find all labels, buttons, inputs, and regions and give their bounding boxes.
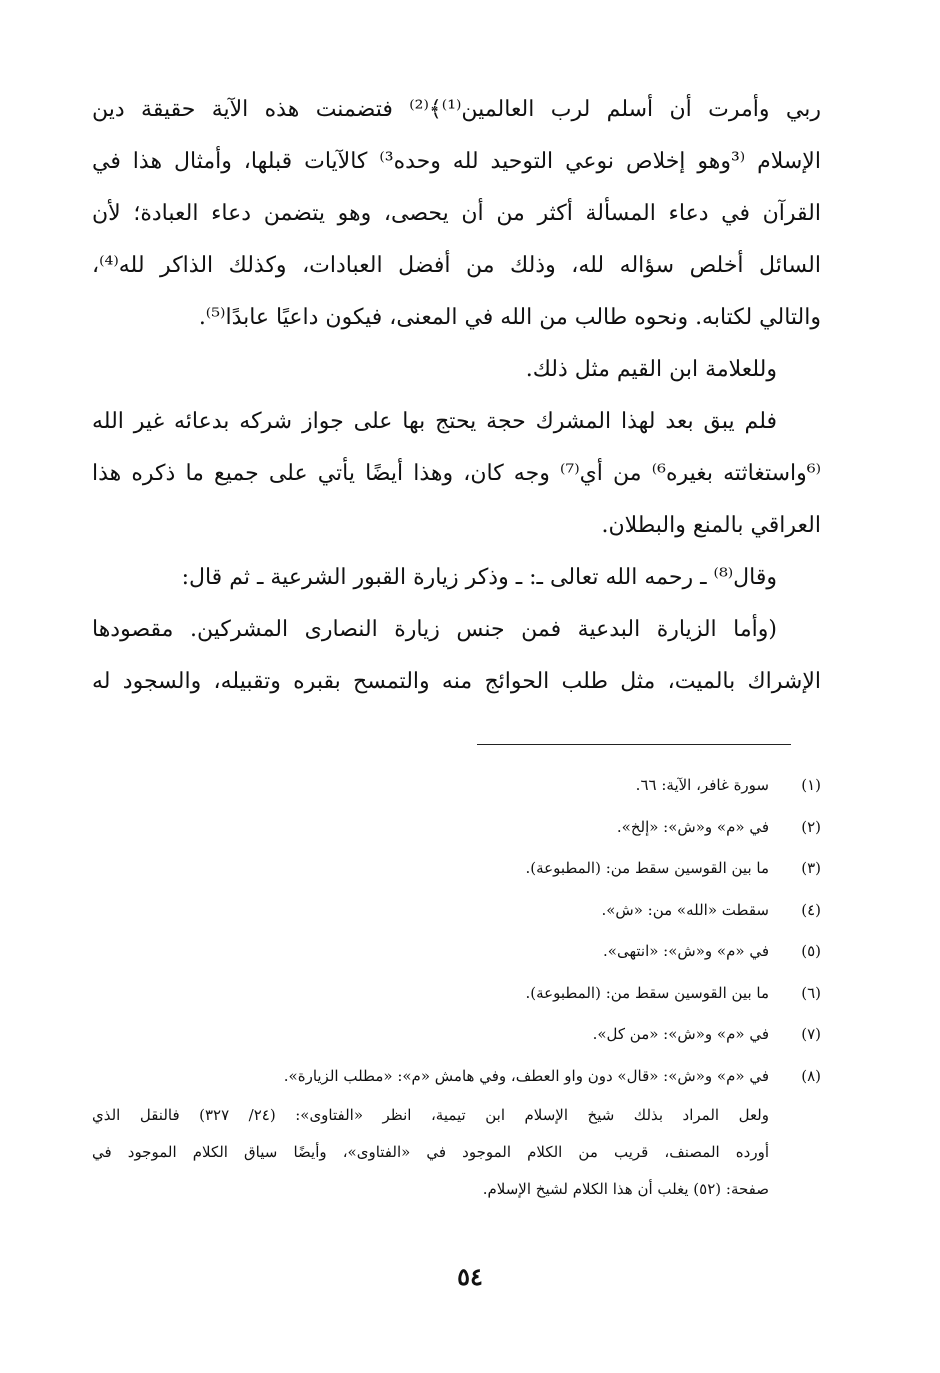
footnote-continuation-line: أورده المصنف، قريب من الكلام الموجود في «الفتاوى»، وأيضًا سياق الكلام الموجود في [92, 1143, 769, 1161]
page-number: ٥٤ [457, 1262, 483, 1291]
footnote [92, 848, 821, 890]
body-line: وقال⁽⁸⁾ ـ رحمه الله تعالى ـ: ـ وذكر زيارة القبور الشرعية ـ ثم قال: [181, 565, 777, 590]
footnote-text: سقطت «الله» من: «ش». [601, 900, 769, 919]
footnote [92, 890, 821, 932]
footnote-number: (٣) [801, 859, 821, 877]
footnotes [92, 765, 821, 1208]
footnote-continuation-line: صفحة: (٥٢) يغلب أن هذا الكلام لشيخ الإسلام. [482, 1180, 769, 1198]
footnote [92, 973, 821, 1015]
footnote-text: ما بين القوسين سقط من: (المطبوعة). [525, 859, 769, 877]
footnote-continuation-line: ولعل المراد بذلك شيخ الإسلام ابن تيمية، انظر «الفتاوى»: (٢٤/ ٣٢٧) فالنقل الذي [92, 1106, 770, 1124]
footnote-number: (١) [801, 776, 821, 794]
footnote [92, 931, 821, 973]
footnote-number: (٥) [801, 942, 821, 960]
footnote-number: (٧) [801, 1025, 821, 1043]
footnote [92, 765, 821, 807]
main-text [92, 84, 821, 708]
footnote-text: في «م» و«ش»: «انتهى». [603, 942, 769, 960]
footnote-text: في «م» و«ش»: «من كل». [592, 1025, 769, 1043]
body-line: الإشراك بالميت، مثل طلب الحوائج منه والتمسح بقبره وتقبيله، والسجود له [92, 669, 821, 694]
footnote-text: في «م» و«ش»: «إلخ». [616, 817, 769, 836]
footnote-number: (٤) [801, 900, 821, 919]
footnote-text: سورة غافر، الآية: ٦٦. [635, 776, 769, 794]
body-line: القرآن في دعاء المسألة أكثر من أن يحصى، وهو يتضمن دعاء العبادة؛ لأن [92, 201, 821, 226]
footnote-text: في «م» و«ش»: «قال» دون واو العطف، وفي هامش «م»: «مطلب الزيارة». [283, 1066, 769, 1085]
body-line: فلم يبق بعد لهذا المشرك حجة يحتج بها على جواز شركه بدعائه غير الله [92, 409, 777, 434]
footnote [92, 1056, 821, 1098]
footnote-separator [477, 744, 791, 745]
body-line: وللعلامة ابن القيم مثل ذلك. [525, 357, 777, 382]
body-line: والتالي لكتابه. ونحوه طالب من الله في المعنى، فيكون داعيًا عابدًا⁽⁵⁾. [198, 305, 821, 330]
footnote [92, 1014, 821, 1056]
body-line: الإسلام ⁽³وهو إخلاص نوعي التوحيد لله وحده³⁾ كالآيات قبلها، وأمثال هذا في [92, 149, 821, 174]
footnote-number: (٦) [801, 983, 821, 1002]
footnote-text: ما بين القوسين سقط من: (المطبوعة). [525, 983, 769, 1002]
body-line: (وأما الزيارة البدعية فمن جنس زيارة النصارى المشركين. مقصودها [92, 617, 777, 642]
body-line: السائل أخلص سؤاله لله، وذلك من أفضل العبادات، وكذلك الذاكر لله⁽⁴⁾، [92, 253, 821, 278]
footnote-number: (٨) [801, 1066, 821, 1085]
footnote-number: (٢) [801, 817, 821, 836]
footnote [92, 807, 821, 849]
body-line: ⁽⁶واستغاثته بغيره⁶⁾ من أي⁽⁷⁾ وجه كان، وهذا أيضًا يأتي على جميع ما ذكره هذا [92, 461, 821, 486]
body-line: العراقي بالمنع والبطلان. [601, 513, 821, 538]
body-line: ربي وأمرت أن أسلم لرب العالمين⁽¹⁾﴾⁽²⁾ فتضمنت هذه الآية حقيقة دين [92, 97, 821, 122]
